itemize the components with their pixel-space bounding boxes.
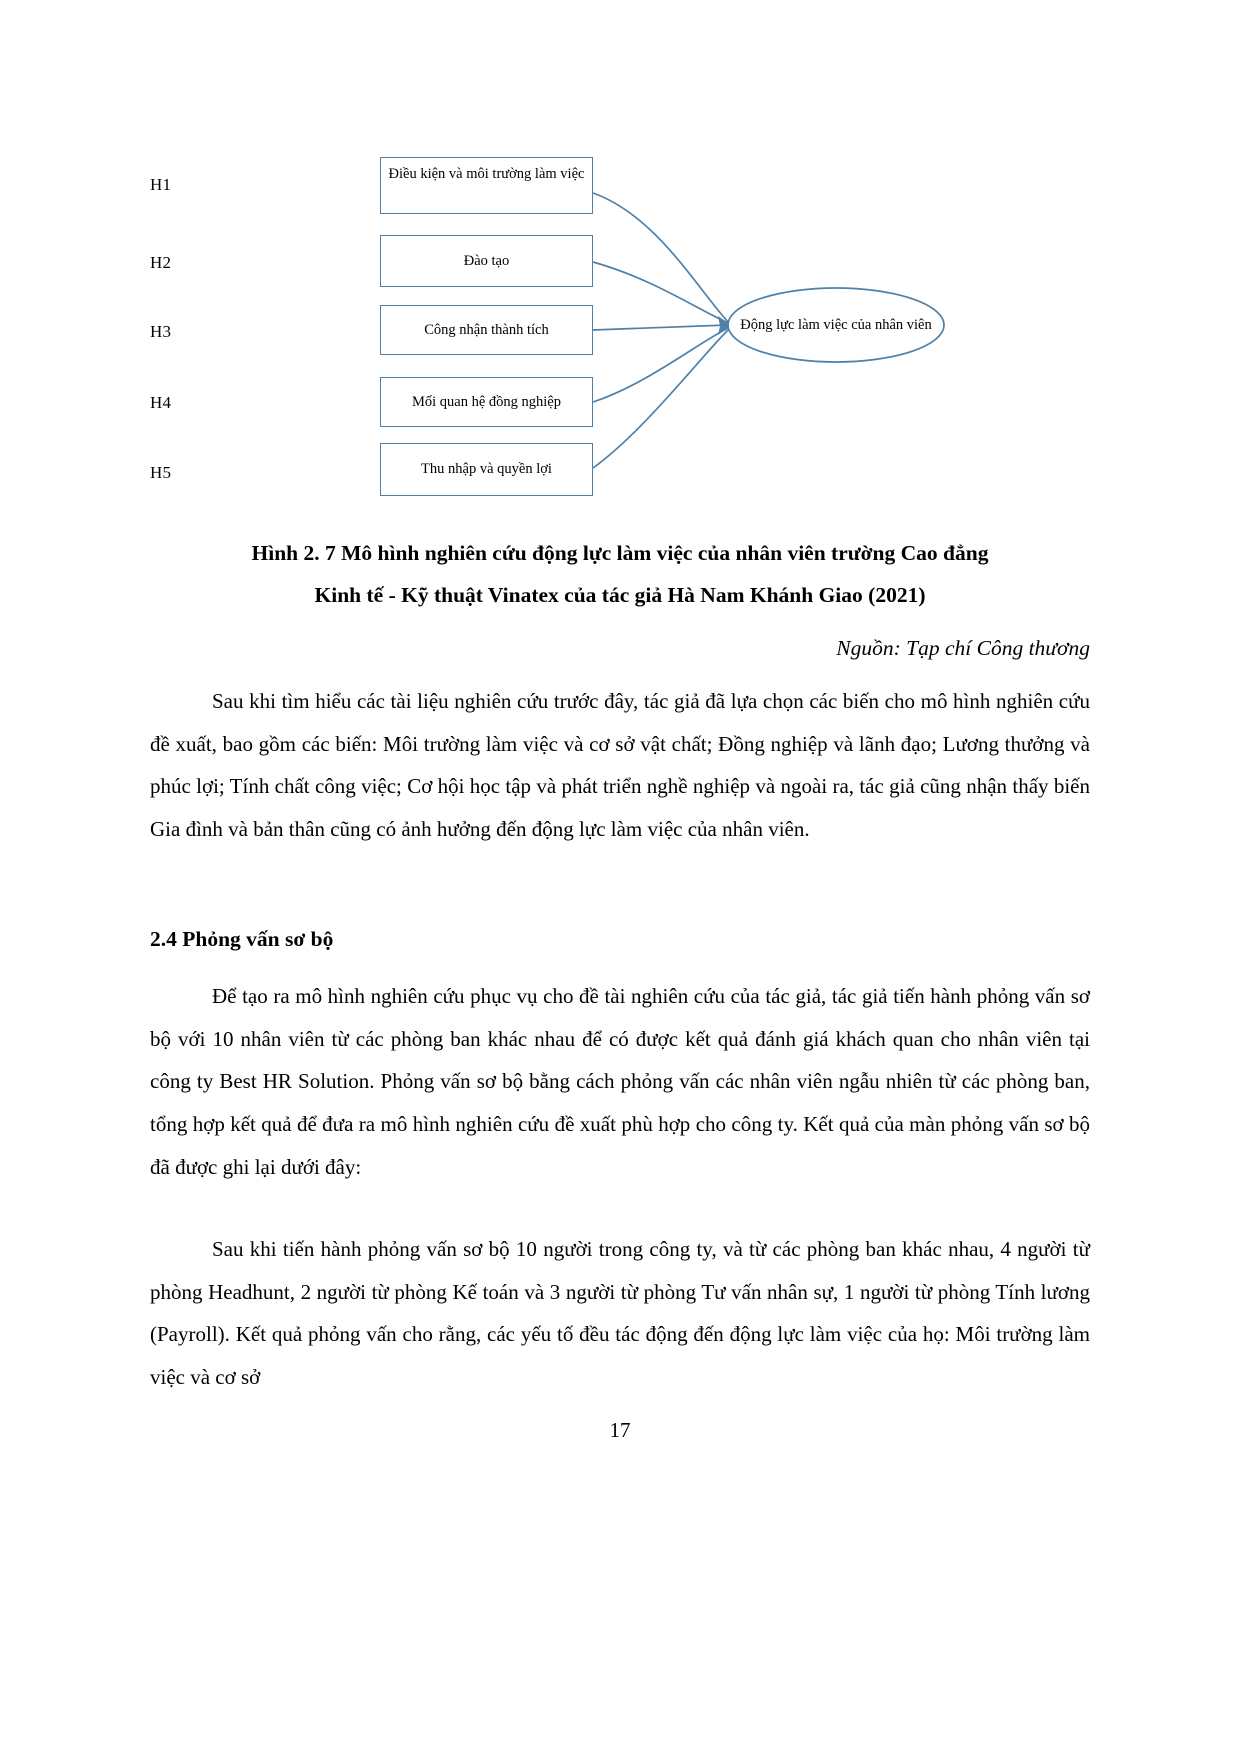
figure-caption: [150, 533, 1090, 617]
figure-caption-line-1: Hình 2. 7 Mô hình nghiên cứu động lực làm việc của nhân viên trường Cao đẳng: [251, 541, 989, 565]
research-model-figure: [150, 130, 1090, 525]
factor-box-training[interactable]: Đào tạo: [380, 235, 593, 287]
hypothesis-label-h3: H3: [150, 322, 172, 341]
section-heading-2-4: 2.4 Phỏng vấn sơ bộ: [150, 927, 334, 951]
diagram-connectors: [150, 130, 1090, 525]
hypothesis-label-h5: H5: [150, 463, 172, 482]
body-paragraph-2: Để tạo ra mô hình nghiên cứu phục vụ cho đề tài nghiên cứu của tác giả, tác giả tiến hành phỏng vấn sơ bộ với 10 nhân viên từ các phòng ban khác nhau để có được kết quả đánh giá khách quan cho nhân viên tại công ty Best HR Solution. Phỏng vấn sơ bộ bằng cách phỏng vấn các nhân viên ngẫu nhiên từ các phòng ban, tổng hợp kết quả để đưa ra mô hình nghiên cứu đề xuất phù hợp cho công ty. Kết quả của màn phỏng vấn sơ bộ đã được ghi lại dưới đây:: [150, 984, 1090, 1179]
body-paragraph-1-block: [150, 680, 1090, 851]
outcome-node-work-motivation[interactable]: Động lực làm việc của nhân viên: [740, 316, 932, 333]
body-paragraph-3: Sau khi tiến hành phỏng vấn sơ bộ 10 người trong công ty, và từ các phòng ban khác nhau, 4 người từ phòng Headhunt, 2 người từ phòng Kế toán và 3 người từ phòng Tư vấn nhân sự, 1 người từ phòng Tính lương (Payroll). Kết quả phỏng vấn cho rằng, các yếu tố đều tác động đến động lực làm việc của họ: Môi trường làm việc và cơ sở: [150, 1237, 1090, 1389]
factor-box-income-benefits[interactable]: Thu nhập và quyền lợi: [380, 443, 593, 496]
factor-box-colleague-relations[interactable]: Mối quan hệ đồng nghiệp: [380, 377, 593, 427]
figure-source: Nguồn: Tạp chí Công thương: [836, 636, 1090, 660]
body-paragraph-2-block: [150, 975, 1090, 1188]
hypothesis-label-h1: H1: [150, 175, 172, 194]
hypothesis-label-h4: H4: [150, 393, 172, 412]
body-paragraph-3-block: [150, 1228, 1090, 1399]
factor-box-recognition[interactable]: Công nhận thành tích: [380, 305, 593, 355]
body-paragraph-1: Sau khi tìm hiểu các tài liệu nghiên cứu trước đây, tác giả đã lựa chọn các biến cho mô hình nghiên cứu đề xuất, bao gồm các biến: Môi trường làm việc và cơ sở vật chất; Đồng nghiệp và lãnh đạo; Lương thưởng và phúc lợi; Tính chất công việc; Cơ hội học tập và phát triển nghề nghiệp và ngoài ra, tác giả cũng nhận thấy biến Gia đình và bản thân cũng có ảnh hưởng đến động lực làm việc của nhân viên.: [150, 689, 1090, 841]
page-number: 17: [609, 1418, 631, 1442]
factor-box-working-conditions[interactable]: Điều kiện và môi trường làm việc: [380, 157, 593, 214]
figure-caption-line-2: Kinh tế - Kỹ thuật Vinatex của tác giả Hà Nam Khánh Giao (2021): [314, 582, 926, 607]
hypothesis-label-h2: H2: [150, 253, 172, 272]
